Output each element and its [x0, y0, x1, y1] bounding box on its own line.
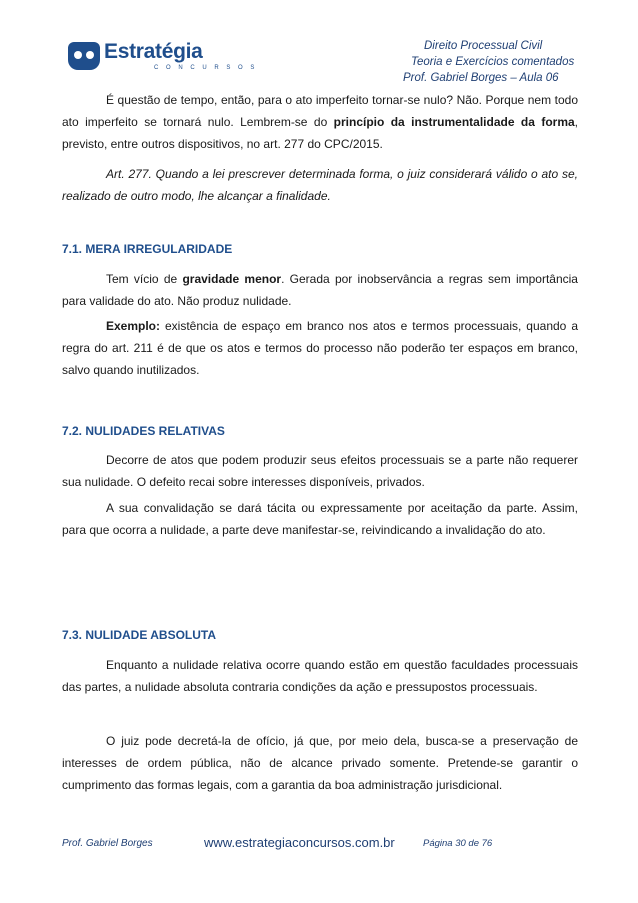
s73-paragraph-1: Enquanto a nulidade relativa ocorre quando estão em questão faculdades processuais das partes, a nulidade absoluta contraria condições da ação e pressupostos processuais. — [62, 658, 578, 694]
intro-text-a: É questão de tempo, então, para o ato imperfeito tornar-se nulo? Não. Porque nem todo ato imperfeito se tornará nulo. Lembrem-se do — [62, 93, 578, 129]
intro-paragraph — [62, 89, 578, 155]
s73-paragraph-2: O juiz pode decretá-la de ofício, já que, por meio dela, busca-se a preservação de interesses de ordem pública, não de alcance privado somente. Pretende-se garantir o cumprimento das formas legais, com a garantia da boa administração jurisdicional. — [62, 734, 578, 792]
intro-principle: princípio da instrumentalidade da forma — [333, 115, 575, 129]
example-text: existência de espaço em branco nos atos e termos processuais, quando a regra do art. 211 é de que os atos e termos do processo não poderão ter espaços em branco, salvo quando inutilizados. — [62, 319, 578, 377]
s71-bold: gravidade menor — [182, 272, 282, 286]
s71-text-a: Tem vício de — [106, 272, 183, 286]
heading-7-3: 7.3. NULIDADE ABSOLUTA — [62, 628, 217, 642]
footer-site: www.estrategiaconcursos.com.br — [204, 835, 395, 850]
article-quote: Art. 277. Quando a lei prescrever determinada forma, o juiz considerará válido o ato se, realizado de outro modo, lhe alcançar a finalidade. — [62, 167, 578, 203]
header-lesson: Prof. Gabriel Borges – Aula 06 — [403, 72, 559, 84]
logo-subtitle: C O N C U R S O S — [154, 65, 258, 71]
footer-author: Prof. Gabriel Borges — [62, 838, 153, 849]
s72-paragraph-2: A sua convalidação se dará tácita ou expressamente por aceitação da parte. Assim, para que ocorra a nulidade, a parte deve manifestar-se, reivindicando a invalidação do ato. — [62, 501, 578, 537]
s72-paragraph-1: Decorre de atos que podem produzir seus efeitos processuais se a parte não requerer sua nulidade. O defeito recai sobre interesses disponíveis, privados. — [62, 453, 578, 489]
heading-7-2: 7.2. NULIDADES RELATIVAS — [62, 424, 225, 438]
footer-page-number: Página 30 de 76 — [423, 838, 493, 849]
s71-paragraph-1 — [62, 268, 578, 312]
example-label: Exemplo: — [106, 319, 161, 333]
intro-text-c: , previsto, entre outros dispositivos, no art. 277 do CPC/2015. — [62, 115, 579, 151]
s71-text-c: . Gerada por inobservância a regras sem importância para validade do ato. Não produz nulidade. — [62, 272, 578, 308]
header-subtitle: Teoria e Exercícios comentados — [411, 56, 575, 68]
heading-7-1: 7.1. MERA IRREGULARIDADE — [62, 242, 233, 256]
owl-logo-icon — [68, 42, 100, 70]
header-course: Direito Processual Civil — [424, 40, 543, 52]
s71-paragraph-2 — [62, 315, 578, 381]
estrategia-logo — [68, 40, 258, 76]
logo-name: Estratégia — [104, 40, 203, 63]
